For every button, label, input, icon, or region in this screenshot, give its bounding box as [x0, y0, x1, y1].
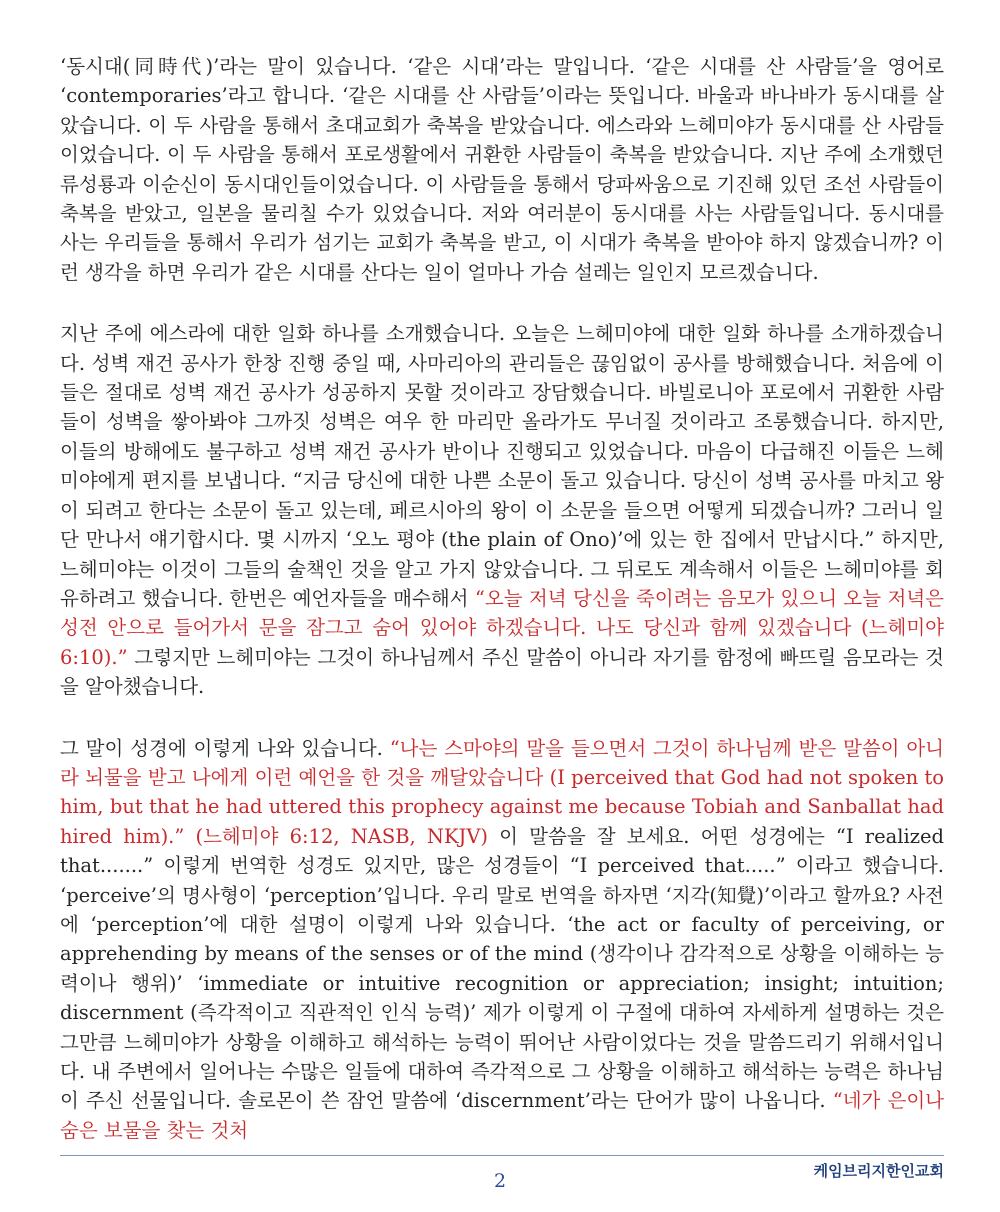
scripture-quote-nehemiah-6-10: “오늘 저녁 당신을 죽이려는 음모가 있으니 오늘 저녁은 성전 안으로 들어가서 문을 잠그고 숨어 있어야 하겠습니다. 나도 당신과 함께 있겠습니다 (느헤미야 6:10).” [60, 586, 944, 669]
paragraph-2-text: 지난 주에 에스라에 대한 일화 하나를 소개했습니다. 오늘은 느헤미야에 대한 일화 하나를 소개하겠습니다. 성벽 재건 공사가 한창 진행 중일 때, 사마리아의 관리들은 끊임없이 공사를 방해했습니다. 처음에 이들은 절대로 성벽 재건 공사가 성공하지 못할 것이라고 장담했습니다. 바빌로니아 포로에서 귀환한 사람들이 성벽을 쌓아봐야 그까짓 성벽은 여우 한 마리만 올라가도 무너질 것이라고 조롱했습니다. 하지만, 이들의 방해에도 불구하고 성벽 재건 공사가 반이나 진행되고 있었습니다. 마음이 다급해진 이들은 느헤미야에게 편지를 보냅니다. “지금 당신에 대한 나쁜 소문이 돌고 있습니다. 당신이 성벽 공사를 마치고 왕이 되려고 한다는 소문이 돌고 있는데, 페르시아의 왕이 이 소문을 들으면 어떻게 되겠습니까? 그러니 일단 만나서 얘기합시다. 몇 시까지 ‘오노 평야 (the plain of Ono)’에 있는 한 집에서 만납시다.” 하지만, 느헤미야는 이것이 그들의 술책인 것을 알고 가지 않았습니다. 그 뒤로도 계속해서 이들은 느헤미야를 회유하려고 했습니다. 한번은 예언자들을 매수해서 [60, 322, 944, 610]
scripture-quote-nehemiah-6-12: “나는 스마야의 말을 들으면서 그것이 하나님께 받은 말씀이 아니라 뇌물을 받고 나에게 이런 예언을 한 것을 깨달았습니다 (I perceived that God had not spoken to him, but that he had uttered this prophecy against me because Tobiah and Sanballat had hired him).” (느헤미야 6:12, NASB, NKJV) [60, 736, 944, 848]
sermon-body [60, 52, 944, 1145]
paragraph-3 [60, 734, 944, 1146]
footer-divider [60, 1155, 944, 1156]
paragraph-2-text-end: 그렇지만 느헤미야는 그것이 하나님께서 주신 말씀이 아니라 자기를 함정에 빠뜨릴 음모라는 것을 알아챘습니다. [60, 645, 944, 699]
paragraph-1 [60, 52, 944, 287]
paragraph-3-text: 그 말이 성경에 이렇게 나와 있습니다. [60, 736, 390, 760]
church-name: 케임브리지한인교회 [813, 1162, 944, 1180]
paragraph-gap [60, 287, 944, 319]
scripture-quote-proverbs: “네가 은이나 숨은 보물을 찾는 것처 [60, 1089, 944, 1142]
paragraph-2 [60, 319, 944, 701]
paragraph-3-text-middle: 이 말씀을 잘 보세요. 어떤 성경에는 “I realized that.......” 이렇게 번역한 성경도 있지만, 많은 성경들이 “I perceived that.....” 이라고 했습니다. ‘perceive’의 명사형이 ‘perception’입니다. 우리 말로 번역을 하자면 ‘지각(知覺)’이라고 할까요? 사전에 ‘perception’에 대한 설명이 이렇게 나와 있습니다. ‘the act or faculty of perceiving, or apprehending by means of the senses or of the mind (생각이나 감각적으로 상황을 이해하는 능력이나 행위)’ ‘immediate or intuitive recognition or appreciation; insight; intuition; discernment (즉각적이고 직관적인 인식 능력)’ 제가 이렇게 이 구절에 대하여 자세하게 설명하는 것은 그만큼 느헤미야가 상황을 이해하고 해석하는 능력이 뛰어난 사람이었다는 것을 말씀드리기 위해서입니다. 내 주변에서 일어나는 수많은 일들에 대하여 즉각적으로 그 상황을 이해하고 해석하는 능력은 하나님이 주신 선물입니다. 솔로몬이 쓴 잠언 말씀에 ‘discernment’라는 단어가 많이 나옵니다. [60, 824, 945, 1113]
page-number: 2 [493, 1170, 507, 1192]
paragraph-1-text: ‘동시대(同時代)’라는 말이 있습니다. ‘같은 시대’라는 말입니다. ‘같은 시대를 산 사람들’을 영어로 ‘contemporaries’라고 합니다. ‘같은 시대를 산 사람들’이라는 뜻입니다. 바울과 바나바가 동시대를 살았습니다. 이 두 사람을 통해서 초대교회가 축복을 받았습니다. 에스라와 느헤미야가 동시대를 산 사람들이었습니다. 이 두 사람을 통해서 포로생활에서 귀환한 사람들이 축복을 받았습니다. 지난 주에 소개했던 류성룡과 이순신이 동시대인들이었습니다. 이 사람들을 통해서 당파싸움으로 기진해 있던 조선 사람들이 축복을 받았고, 일본을 물리칠 수가 있었습니다. 저와 여러분이 동시대를 사는 사람들입니다. 동시대를 사는 우리들을 통해서 우리가 섬기는 교회가 축복을 받고, 이 시대가 축복을 받아야 하지 않겠습니까? 이런 생각을 하면 우리가 같은 시대를 산다는 일이 얼마나 가슴 설레는 일인지 모르겠습니다. [60, 55, 944, 284]
paragraph-gap [60, 702, 944, 734]
